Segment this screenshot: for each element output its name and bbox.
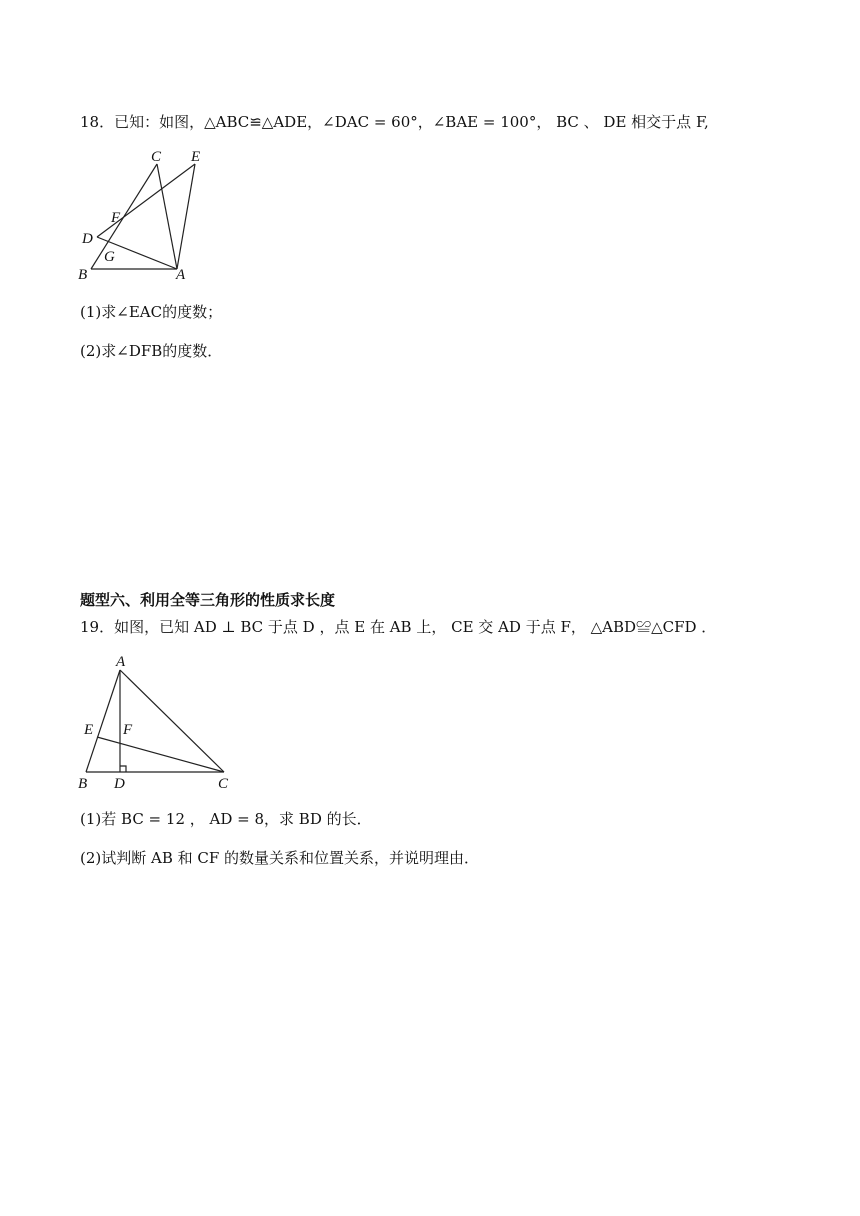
problem-18-q1: (1)求∠EAC的度数； xyxy=(80,303,223,321)
section-title: 题型六、利用全等三角形的性质求长度 xyxy=(80,591,336,609)
problem-18-figure xyxy=(70,140,220,285)
label-f: F xyxy=(111,210,121,226)
label-d: D xyxy=(114,776,125,792)
right-angle-mark xyxy=(120,766,126,772)
problem-19-q1: (1)若 BC = 12 ， AD = 8，求 BD 的长． xyxy=(80,810,372,828)
label-e: E xyxy=(191,149,201,165)
label-b: B xyxy=(78,267,88,283)
problem-19-stem: 19．如图，已知 AD ⊥ BC 于点 D ，点 E 在 AB 上， CE 交 AD 于点 F， △ABD≌△CFD ． xyxy=(80,618,717,636)
label-d: D xyxy=(82,231,93,247)
segment-ea xyxy=(177,164,195,269)
label-b: B xyxy=(78,776,88,792)
label-a: A xyxy=(176,267,186,283)
segment-ec xyxy=(97,737,224,772)
label-a: A xyxy=(116,654,126,670)
problem-18-stem: 18．已知：如图，△ABC≌△ADE，∠DAC = 60°，∠BAE = 100°， BC 、 DE 相交于点 F, xyxy=(80,113,709,131)
segment-de xyxy=(97,164,195,237)
segment-ac xyxy=(120,670,224,772)
problem-19-figure xyxy=(70,650,245,795)
problem-18-q2: (2)求∠DFB的度数． xyxy=(80,342,223,360)
label-c: C xyxy=(151,149,162,165)
label-e: E xyxy=(84,722,94,738)
label-c: C xyxy=(218,776,229,792)
label-f: F xyxy=(123,722,133,738)
segment-ab xyxy=(86,670,120,772)
problem-19-q2: (2)试判断 AB 和 CF 的数量关系和位置关系，并说明理由． xyxy=(80,849,480,867)
label-g: G xyxy=(104,249,115,265)
